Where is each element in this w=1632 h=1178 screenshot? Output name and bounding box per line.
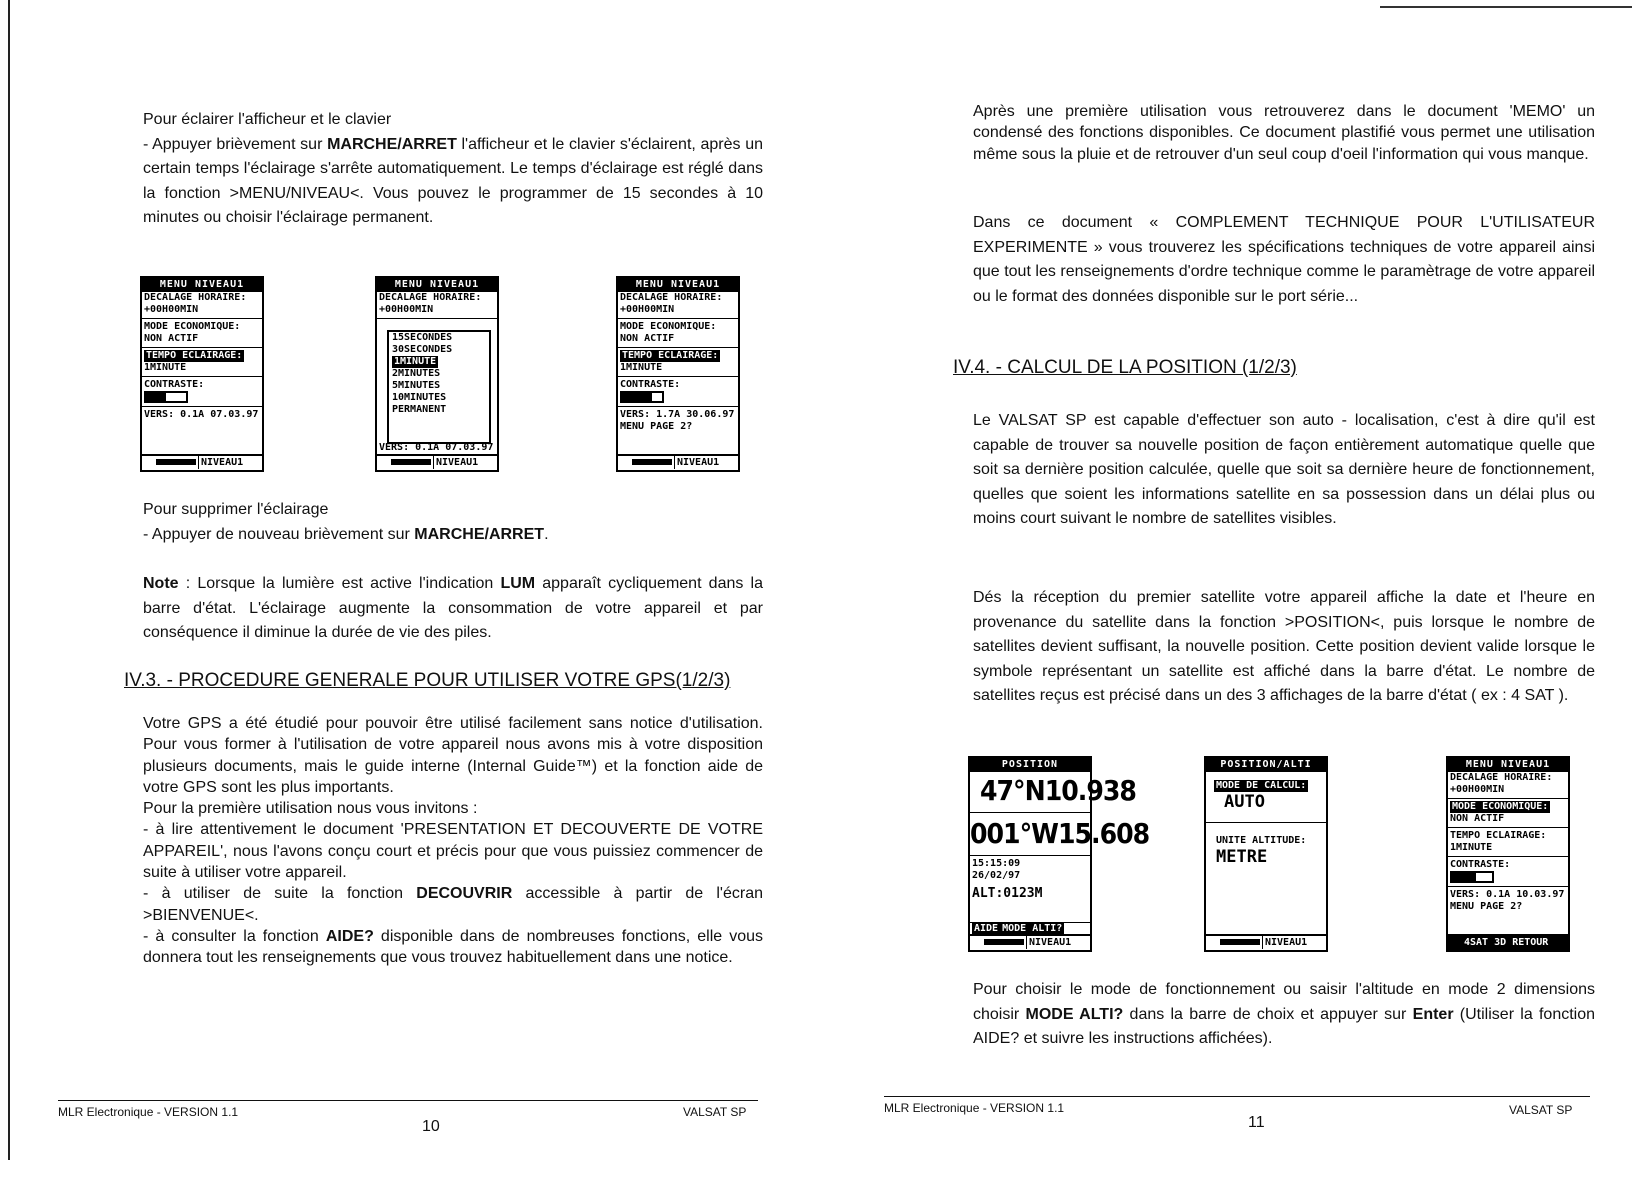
lcd-title: POSITION: [970, 758, 1090, 772]
lcd-line: VERS: 0.1A 07.03.97: [379, 442, 494, 453]
lighting-off-instructions: [143, 498, 763, 547]
lcd-line: NON ACTIF: [1450, 813, 1505, 824]
lighting-title: Pour éclairer l'afficheur et le clavier: [143, 111, 392, 128]
lcd-line: MENU PAGE 2?: [1450, 901, 1523, 912]
lcd-line: +00H00MIN: [620, 304, 675, 315]
lcd-title: MENU NIVEAU1: [618, 278, 738, 292]
lcd-line-highlight: MODE ECONOMIQUE:: [1452, 801, 1549, 812]
lcd-status-bar: [1206, 934, 1326, 950]
lcd-line: MENU PAGE 2?: [620, 421, 693, 432]
contrast-bar: [144, 391, 188, 403]
return-label: RETOUR: [1512, 937, 1549, 948]
lcd-line-highlight: TEMPO ECLAIRAGE:: [146, 350, 243, 361]
satellite-count: 4SAT: [1464, 937, 1489, 948]
footer-rule: [58, 1100, 758, 1101]
altitude-readout: ALT:0123M: [972, 886, 1043, 901]
lcd-line: 1MINUTE: [144, 362, 187, 373]
footer-left: MLR Electronique - VERSION 1.1: [884, 1101, 1065, 1115]
lcd-line: CONTRASTE:: [144, 379, 205, 390]
lcd-line: DECALAGE HORAIRE:: [620, 292, 723, 303]
footer-right: VALSAT SP: [1509, 1103, 1573, 1117]
lighting-off-paragraph: - Appuyer de nouveau brièvement sur MARCHE/ARRET.: [143, 525, 549, 543]
procedure-section: [143, 713, 763, 969]
lcd-screen-menu-niveau1-c: [616, 276, 740, 472]
lcd-separator: [970, 855, 1090, 856]
status-label: NIVEAU1: [198, 456, 245, 469]
calc-mode-value: AUTO: [1224, 792, 1265, 812]
altitude-unit-value: METRE: [1216, 847, 1268, 867]
note-paragraph: Note : Lorsque la lumière est active l'indication LUM apparaît cycliquement dans la barre d'état. L'éclairage augmente la consommation de votre appareil et par conséquence il diminue la durée de vie des piles.: [143, 575, 763, 641]
lcd-separator: [970, 812, 1090, 813]
lcd-line: DECALAGE HORAIRE:: [1450, 772, 1553, 783]
lcd-separator: [618, 318, 738, 319]
lcd-line: 1MINUTE: [1450, 842, 1493, 853]
lcd-screen-position: [968, 756, 1150, 952]
option-item-selected: 1MINUTE: [394, 356, 437, 367]
contrast-bar: [1450, 871, 1494, 883]
lcd-line: MODE ECONOMIQUE:: [620, 321, 717, 332]
lcd-line: UNITE ALTITUDE:: [1216, 835, 1307, 846]
lcd-line: DECALAGE HORAIRE:: [379, 292, 482, 303]
lighting-off-title: Pour supprimer l'éclairage: [143, 501, 329, 518]
lcd-screen-menu-niveau1-d: [1446, 756, 1570, 952]
lcd-line: VERS: 0.1A 10.03.97: [1450, 889, 1565, 900]
lcd-separator: [1448, 827, 1568, 828]
contrast-bar-fill: [146, 393, 166, 401]
lcd-screen-menu-niveau1-b: [375, 276, 499, 472]
lcd-line: NON ACTIF: [620, 333, 675, 344]
section-heading-iv3: IV.3. - PROCEDURE GENERALE POUR UTILISER VOTRE GPS(1/2/3): [124, 670, 731, 691]
procedure-paragraph: Votre GPS a été étudié pour pouvoir être utilisé facilement sans notice d'utilisation. Pour vous former à l'utilisation de votre appareil nous avons mis à votre disposition plusieurs documents, mais le guide interne (Internal Guide™) et la fonction aide de votre GPS sont les plus importants.: [143, 715, 763, 796]
lcd-title: POSITION/ALTI: [1206, 758, 1326, 772]
contrast-bar: [620, 391, 664, 403]
lcd-line: CONTRASTE:: [620, 379, 681, 390]
footer-rule: [884, 1096, 1590, 1097]
lcd-separator: [1448, 798, 1568, 799]
status-block: [632, 459, 672, 465]
procedure-paragraph: Pour la première utilisation nous vous invitons :: [143, 800, 478, 818]
status-label: NIVEAU1: [1262, 936, 1309, 949]
mode-alti-paragraph: Pour choisir le mode de fonctionnement ou saisir l'altitude en mode 2 dimensions choisir MODE ALTI? dans la barre de choix et appuyer sur Enter (Utiliser la fonction AIDE? et suivre les instructions affichées).: [973, 981, 1596, 1047]
option-item: 2MINUTES: [392, 368, 441, 379]
contrast-bar-row: [142, 391, 262, 404]
lcd-separator: [142, 318, 262, 319]
option-item: 15SECONDES: [392, 332, 453, 343]
lcd-title: MENU NIVEAU1: [1448, 758, 1568, 772]
lcd-screen-position-alti: [1204, 756, 1328, 952]
footer-right: VALSAT SP: [683, 1105, 747, 1119]
status-block: [391, 459, 431, 465]
lcd-status-bar: [1448, 934, 1568, 950]
lcd-line: CONTRASTE:: [1450, 859, 1511, 870]
lcd-separator: [618, 406, 738, 407]
lcd-line: +00H00MIN: [144, 304, 199, 315]
complement-paragraph: Dans ce document « COMPLEMENT TECHNIQUE POUR L'UTILISATEUR EXPERIMENTE » vous trouverez les spécifications techniques de votre appareil ainsi que tout les renseignements d'ordre technique comme le paramètrage de votre appareil ou le format des données disponible sur le port série...: [973, 214, 1595, 305]
lcd-separator: [142, 406, 262, 407]
contrast-bar-fill: [1452, 873, 1476, 881]
lcd-screen-menu-niveau1-a: [140, 276, 264, 472]
contrast-bar-row: [618, 391, 738, 404]
auto-localisation-paragraph: Le VALSAT SP est capable d'effectuer son auto - localisation, c'est à dire qu'il est capable de trouver sa nouvelle position de façon entièrement automatique quelle que soit sa dernière position calculée, quelle que soit sa dernière heure de fonctionnement, quelles que soient les informations satellite en sa possession dans un délai plus ou moins court suivant le nombre de satellites visibles.: [973, 412, 1595, 527]
status-block: [984, 939, 1024, 945]
page-11: [816, 0, 1632, 1178]
contrast-bar-fill: [622, 393, 652, 401]
contrast-bar-row: [1448, 871, 1568, 884]
lcd-line-highlight: TEMPO ECLAIRAGE:: [622, 350, 719, 361]
longitude-readout: 001°W15.608: [970, 817, 1150, 850]
mode-alti-choice: MODE ALTI?: [1002, 923, 1063, 934]
time-readout: 15:15:09: [972, 858, 1021, 869]
memo-paragraph: Après une première utilisation vous retrouverez dans le document 'MEMO' un condensé des fonctions disponibles. Ce document plastifié vous permet une utilisation même sous la pluie et de retrouver d'un seul coup d'oeil l'information qui vous manque.: [973, 103, 1595, 163]
lcd-title: MENU NIVEAU1: [377, 278, 497, 292]
procedure-paragraph: - à lire attentivement le document 'PRESENTATION ET DECOUVERTE DE VOTRE APPAREIL', nous l'avons conçu court et précis pour que vous puissiez commencer de suite à utiliser votre appareil.: [143, 821, 763, 882]
lighting-instructions: [143, 108, 763, 231]
lcd-line: +00H00MIN: [1450, 784, 1505, 795]
status-label: NIVEAU1: [433, 456, 480, 469]
lighting-paragraph: - Appuyer brièvement sur MARCHE/ARRET l'afficheur et le clavier s'éclairent, après un certain temps l'éclairage s'arrête automatiquement. Le temps d'éclairage est réglé dans la fonction >MENU/NIVEAU<. Vous pouvez le programmer de 15 secondes à 10 minutes ou choisir l'éclairage permanent.: [143, 135, 763, 226]
lcd-line: NON ACTIF: [144, 333, 199, 344]
lcd-separator: [1448, 856, 1568, 857]
lcd-line: 1MINUTE: [620, 362, 663, 373]
lcd-line: TEMPO ECLAIRAGE:: [1450, 830, 1547, 841]
section-heading-iv4: IV.4. - CALCUL DE LA POSITION (1/2/3): [953, 357, 1297, 378]
option-item: 5MINUTES: [392, 380, 441, 391]
page-number: 11: [1248, 1114, 1265, 1131]
lcd-status-bar: [970, 934, 1090, 950]
option-item: 30SECONDES: [392, 344, 453, 355]
status-block: [1220, 939, 1260, 945]
lcd-line-highlight: MODE DE CALCUL:: [1216, 780, 1307, 791]
lcd-line: VERS: 0.1A 07.03.97: [144, 409, 259, 420]
status-label: NIVEAU1: [674, 456, 721, 469]
lcd-status-bar: [142, 454, 262, 470]
lcd-separator: [1448, 886, 1568, 887]
lcd-separator: [618, 376, 738, 377]
lcd-separator: [1206, 822, 1326, 823]
latitude-readout: 47°N10.938: [980, 774, 1136, 807]
satellite-reception-paragraph: Dés la réception du premier satellite votre appareil affiche la date et l'heure en provenance du satellite dans la fonction >POSITION<, puis lorsque le nombre de satellites devient suffisant, la nouvelle position. Cette position devient valide lorsque le symbole représentant un satellite est affiché dans la barre d'état. Le nombre de satellites reçus est précisé dans un des 3 affichages de la barre d'état ( ex : 4 SAT ).: [973, 589, 1595, 704]
date-readout: 26/02/97: [972, 870, 1021, 881]
lcd-separator: [142, 347, 262, 348]
lcd-title: MENU NIVEAU1: [142, 278, 262, 292]
lcd-status-bar: [618, 454, 738, 470]
lcd-line: +00H00MIN: [379, 304, 434, 315]
page-number: 10: [422, 1118, 440, 1135]
fix-mode: 3D: [1494, 937, 1507, 948]
lcd-status-bar: [377, 454, 497, 470]
option-item: PERMANENT: [392, 404, 447, 415]
lcd-line: MODE ECONOMIQUE:: [144, 321, 241, 332]
lcd-separator: [377, 318, 497, 319]
status-label: NIVEAU1: [1026, 936, 1073, 949]
option-item: 10MINUTES: [392, 392, 447, 403]
procedure-paragraph: - à utiliser de suite la fonction DECOUVRIR accessible à partir de l'écran >BIENVENUE<.: [143, 885, 763, 924]
lcd-separator: [618, 347, 738, 348]
procedure-paragraph: - à consulter la fonction AIDE? disponible dans de nombreuses fonctions, elle vous donnera tout les renseignements que vous trouvez habituellement dans une notice.: [143, 927, 763, 967]
lcd-line: VERS: 1.7A 30.06.97: [620, 409, 735, 420]
lcd-separator: [142, 376, 262, 377]
tempo-options-popup: [387, 330, 491, 444]
help-choice: AIDE: [974, 923, 999, 934]
lcd-line: DECALAGE HORAIRE:: [144, 292, 247, 303]
status-block: [156, 459, 196, 465]
footer-left: MLR Electronique - VERSION 1.1: [58, 1105, 239, 1119]
